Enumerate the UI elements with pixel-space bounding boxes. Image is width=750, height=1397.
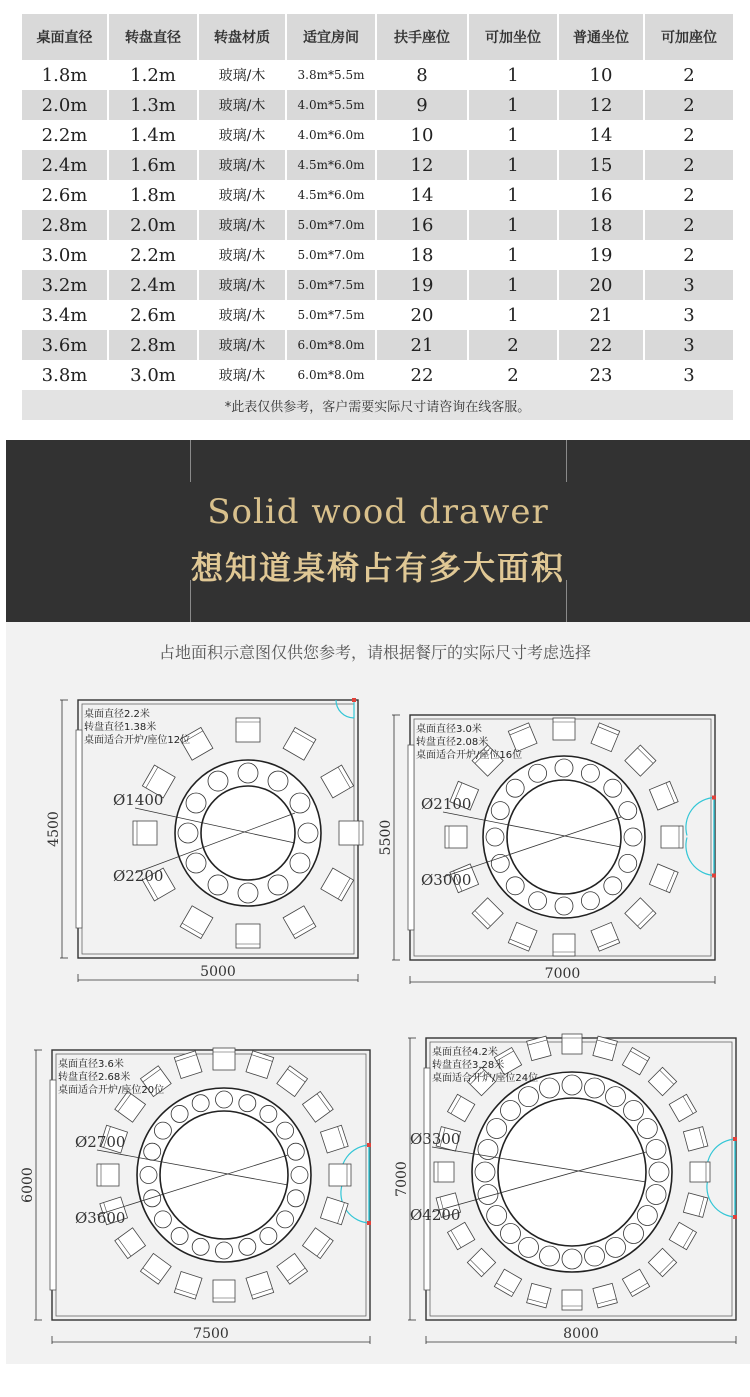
place-setting-icon bbox=[290, 853, 310, 873]
header-cell: 桌面直径 bbox=[22, 14, 108, 60]
floor-plan bbox=[26, 690, 371, 1000]
table-cell: 5.0m*7.0m bbox=[286, 240, 376, 270]
place-setting-icon bbox=[624, 1100, 644, 1120]
window-icon bbox=[408, 745, 414, 930]
banner-title-en: Solid wood drawer bbox=[207, 492, 549, 532]
table-cell: 2.6m bbox=[22, 180, 108, 210]
chair-icon bbox=[593, 1036, 617, 1060]
place-setting-icon bbox=[487, 1206, 507, 1226]
place-setting-icon bbox=[260, 1105, 277, 1122]
place-setting-icon bbox=[585, 1078, 605, 1098]
chair-icon bbox=[277, 1253, 308, 1284]
plan-info-line: 桌面直径3.6米 bbox=[58, 1059, 124, 1070]
place-setting-icon bbox=[277, 1211, 294, 1228]
table-cell: 3.8m bbox=[22, 360, 108, 390]
table-cell: 3 bbox=[644, 270, 734, 300]
table-cell: 1 bbox=[468, 240, 558, 270]
table-cell: 21 bbox=[376, 330, 468, 360]
place-setting-icon bbox=[186, 853, 206, 873]
place-setting-icon bbox=[238, 763, 258, 783]
table-cell: 2.8m bbox=[22, 210, 108, 240]
place-setting-icon bbox=[291, 1167, 308, 1184]
chair-icon bbox=[494, 1269, 521, 1296]
table-cell: 3.8m*5.5m bbox=[286, 60, 376, 90]
table-cell: 2.4m bbox=[22, 150, 108, 180]
place-setting-icon bbox=[140, 1167, 157, 1184]
inner-diameter-label: Ø3300 bbox=[410, 1130, 461, 1148]
chair-icon bbox=[236, 718, 260, 742]
place-setting-icon bbox=[298, 823, 318, 843]
chair-icon bbox=[339, 821, 363, 845]
table-cell: 16 bbox=[376, 210, 468, 240]
place-setting-icon bbox=[475, 1162, 495, 1182]
floor-plan bbox=[396, 1030, 746, 1340]
table-cell: 6.0m*8.0m bbox=[286, 330, 376, 360]
banner-divider bbox=[190, 440, 191, 482]
chair-icon bbox=[669, 1094, 696, 1121]
table-row bbox=[22, 240, 734, 270]
table-cell: 18 bbox=[376, 240, 468, 270]
place-setting-icon bbox=[604, 779, 622, 797]
width-dimension-label: 8000 bbox=[563, 1326, 599, 1342]
table-cell: 1 bbox=[468, 210, 558, 240]
table-cell: 2.2m bbox=[108, 240, 198, 270]
place-setting-icon bbox=[619, 854, 637, 872]
chair-icon bbox=[661, 826, 683, 848]
place-setting-icon bbox=[491, 854, 509, 872]
turntable-circle bbox=[498, 1098, 646, 1246]
chair-icon bbox=[302, 1091, 333, 1122]
place-setting-icon bbox=[268, 875, 288, 895]
table-cell: 3.6m bbox=[22, 330, 108, 360]
chair-icon bbox=[683, 1193, 707, 1217]
chair-icon bbox=[283, 906, 316, 939]
plan-info-line: 桌面直径3.0米 bbox=[416, 724, 482, 735]
table-cell: 1 bbox=[468, 180, 558, 210]
table-cell: 16 bbox=[558, 180, 644, 210]
table-cell: 10 bbox=[376, 120, 468, 150]
table-cell: 12 bbox=[558, 90, 644, 120]
header-cell: 可加坐位 bbox=[468, 14, 558, 60]
place-setting-icon bbox=[646, 1185, 666, 1205]
table-cell: 3.0m bbox=[22, 240, 108, 270]
plan-info-line: 转盘直径2.08米 bbox=[416, 737, 489, 748]
table-cell: 1 bbox=[468, 60, 558, 90]
place-setting-icon bbox=[604, 877, 622, 895]
place-setting-icon bbox=[239, 1238, 256, 1255]
place-setting-icon bbox=[555, 759, 573, 777]
place-setting-icon bbox=[239, 1095, 256, 1112]
table-cell: 玻璃/木 bbox=[198, 240, 286, 270]
outer-diameter-label: Ø3000 bbox=[421, 871, 472, 889]
place-setting-icon bbox=[287, 1143, 304, 1160]
table-cell: 4.5m*6.0m bbox=[286, 180, 376, 210]
table-cell: 4.0m*5.5m bbox=[286, 90, 376, 120]
place-setting-icon bbox=[500, 1100, 520, 1120]
place-setting-icon bbox=[260, 1228, 277, 1245]
place-setting-icon bbox=[186, 793, 206, 813]
chair-icon bbox=[97, 1164, 119, 1186]
chair-icon bbox=[690, 1162, 710, 1182]
place-setting-icon bbox=[277, 1122, 294, 1139]
plan-info-line: 桌面直径4.2米 bbox=[432, 1047, 498, 1058]
table-cell: 玻璃/木 bbox=[198, 90, 286, 120]
chair-icon bbox=[593, 1283, 617, 1307]
table-cell: 21 bbox=[558, 300, 644, 330]
table-cell: 1 bbox=[468, 300, 558, 330]
table-cell: 玻璃/木 bbox=[198, 330, 286, 360]
place-setting-icon bbox=[192, 1238, 209, 1255]
place-setting-icon bbox=[624, 1224, 644, 1244]
table-row bbox=[22, 90, 734, 120]
height-dimension-label: 7000 bbox=[394, 1161, 410, 1197]
width-dimension-label: 7500 bbox=[193, 1326, 229, 1342]
chair-icon bbox=[434, 1162, 454, 1182]
table-cell: 玻璃/木 bbox=[198, 150, 286, 180]
plan-info bbox=[416, 723, 522, 762]
window-icon bbox=[50, 1080, 56, 1290]
place-setting-icon bbox=[562, 1249, 582, 1269]
table-row bbox=[22, 60, 734, 90]
chair-icon bbox=[625, 745, 656, 776]
table-cell: 1.8m bbox=[108, 180, 198, 210]
place-setting-icon bbox=[555, 897, 573, 915]
banner-divider bbox=[566, 440, 567, 482]
width-dimension-label: 5000 bbox=[200, 964, 236, 980]
place-setting-icon bbox=[491, 802, 509, 820]
table-cell: 20 bbox=[558, 270, 644, 300]
place-setting-icon bbox=[268, 771, 288, 791]
chair-icon bbox=[683, 1127, 707, 1151]
table-cell: 12 bbox=[376, 150, 468, 180]
place-setting-icon bbox=[519, 1237, 539, 1257]
chair-icon bbox=[467, 1248, 495, 1276]
table-cell: 3 bbox=[644, 330, 734, 360]
table-cell: 1.6m bbox=[108, 150, 198, 180]
table-cell: 2.8m bbox=[108, 330, 198, 360]
floor-plan bbox=[380, 705, 730, 995]
chair-icon bbox=[180, 906, 213, 939]
chair-icon bbox=[174, 1051, 202, 1079]
place-setting-icon bbox=[192, 1095, 209, 1112]
door-icon bbox=[686, 796, 716, 878]
width-dimension-label: 7000 bbox=[544, 966, 581, 982]
plan-info bbox=[58, 1058, 164, 1097]
place-setting-icon bbox=[539, 1078, 559, 1098]
table-cell: 14 bbox=[558, 120, 644, 150]
table-cell: 3 bbox=[644, 360, 734, 390]
chair-icon bbox=[133, 821, 157, 845]
place-setting-icon bbox=[178, 823, 198, 843]
chair-icon bbox=[302, 1228, 333, 1259]
inner-diameter-label: Ø2100 bbox=[421, 795, 472, 813]
table-cell: 2 bbox=[468, 330, 558, 360]
table-row bbox=[22, 270, 734, 300]
header-cell: 转盘直径 bbox=[108, 14, 198, 60]
inner-diameter-label: Ø1400 bbox=[113, 791, 164, 809]
place-setting-icon bbox=[500, 1224, 520, 1244]
table-cell: 10 bbox=[558, 60, 644, 90]
height-dimension-label: 6000 bbox=[20, 1167, 36, 1203]
place-setting-icon bbox=[290, 793, 310, 813]
table-cell: 2.4m bbox=[108, 270, 198, 300]
chair-icon bbox=[648, 1067, 676, 1095]
outer-diameter-label: Ø2200 bbox=[113, 867, 164, 885]
plans-note: 占地面积示意图仅供您参考，请根据餐厅的实际尺寸考虑选择 bbox=[158, 643, 591, 662]
plan-info-line: 桌面适合开炉/座位24位 bbox=[432, 1073, 539, 1084]
table-cell: 5.0m*7.5m bbox=[286, 300, 376, 330]
plan-info bbox=[84, 708, 190, 747]
place-setting-icon bbox=[539, 1246, 559, 1266]
chair-icon bbox=[320, 1197, 348, 1225]
place-setting-icon bbox=[506, 779, 524, 797]
place-setting-icon bbox=[238, 883, 258, 903]
chair-icon bbox=[174, 1271, 202, 1299]
chair-icon bbox=[329, 1164, 351, 1186]
place-setting-icon bbox=[585, 1246, 605, 1266]
place-setting-icon bbox=[606, 1237, 626, 1257]
chair-icon bbox=[622, 1269, 649, 1296]
table-cell: 19 bbox=[376, 270, 468, 300]
table-cell: 14 bbox=[376, 180, 468, 210]
plan-info-line: 转盘直径3.28米 bbox=[432, 1060, 505, 1071]
outer-diameter-label: Ø4200 bbox=[410, 1206, 461, 1224]
section-banner bbox=[6, 440, 750, 622]
chair-icon bbox=[321, 765, 354, 798]
table-cell: 1.3m bbox=[108, 90, 198, 120]
table-row bbox=[22, 210, 734, 240]
inner-diameter-label: Ø2700 bbox=[75, 1133, 126, 1151]
table-row bbox=[22, 330, 734, 360]
plan-info-line: 转盘直径1.38米 bbox=[84, 722, 157, 733]
table-cell: 2 bbox=[644, 150, 734, 180]
outer-diameter-label: Ø3600 bbox=[75, 1209, 126, 1227]
table-cell: 1.4m bbox=[108, 120, 198, 150]
table-row bbox=[22, 300, 734, 330]
chair-icon bbox=[447, 1094, 474, 1121]
table-cell: 15 bbox=[558, 150, 644, 180]
table-cell: 5.0m*7.5m bbox=[286, 270, 376, 300]
chair-icon bbox=[649, 864, 678, 893]
chair-icon bbox=[445, 826, 467, 848]
table-cell: 2.2m bbox=[22, 120, 108, 150]
table-cell: 2.0m bbox=[108, 210, 198, 240]
place-setting-icon bbox=[624, 828, 642, 846]
table-cell: 6.0m*8.0m bbox=[286, 360, 376, 390]
window-icon bbox=[424, 1068, 430, 1290]
table-cell: 玻璃/木 bbox=[198, 360, 286, 390]
table-cell: 2 bbox=[644, 210, 734, 240]
chair-icon bbox=[140, 1253, 171, 1284]
place-setting-icon bbox=[287, 1190, 304, 1207]
table-cell: 玻璃/木 bbox=[198, 60, 286, 90]
chair-icon bbox=[648, 1248, 676, 1276]
table-cell: 玻璃/木 bbox=[198, 210, 286, 240]
chair-icon bbox=[246, 1051, 274, 1079]
table-footnote-row bbox=[22, 390, 734, 420]
place-setting-icon bbox=[506, 877, 524, 895]
table-cell: 5.0m*7.0m bbox=[286, 210, 376, 240]
chair-icon bbox=[213, 1280, 235, 1302]
place-setting-icon bbox=[529, 764, 547, 782]
window-icon bbox=[76, 730, 82, 928]
chair-icon bbox=[447, 1222, 474, 1249]
table-cell: 19 bbox=[558, 240, 644, 270]
chair-icon bbox=[591, 723, 620, 752]
floor-plan-drawing bbox=[26, 690, 371, 1000]
place-setting-icon bbox=[646, 1139, 666, 1159]
table-header-row bbox=[22, 14, 734, 60]
place-setting-icon bbox=[529, 892, 547, 910]
place-setting-icon bbox=[154, 1122, 171, 1139]
chair-icon bbox=[321, 868, 354, 901]
table-cell: 1 bbox=[468, 270, 558, 300]
table-cell: 1 bbox=[468, 120, 558, 150]
floor-plan bbox=[20, 1040, 380, 1340]
place-setting-icon bbox=[581, 892, 599, 910]
place-setting-icon bbox=[208, 875, 228, 895]
place-setting-icon bbox=[637, 1119, 657, 1139]
plan-info-line: 桌面适合开炉/座位20位 bbox=[58, 1085, 165, 1096]
header-cell: 可加座位 bbox=[644, 14, 734, 60]
chair-icon bbox=[277, 1066, 308, 1097]
plan-info-line: 桌面直径2.2米 bbox=[84, 709, 150, 720]
table-cell: 玻璃/木 bbox=[198, 300, 286, 330]
door-icon bbox=[707, 1137, 737, 1219]
chair-icon bbox=[591, 922, 620, 951]
table-cell: 玻璃/木 bbox=[198, 120, 286, 150]
table-cell: 9 bbox=[376, 90, 468, 120]
table-cell: 18 bbox=[558, 210, 644, 240]
table-cell: 22 bbox=[376, 360, 468, 390]
table-cell: 8 bbox=[376, 60, 468, 90]
table-cell: 3.2m bbox=[22, 270, 108, 300]
chair-icon bbox=[283, 727, 316, 760]
spec-table bbox=[22, 14, 735, 420]
chair-icon bbox=[553, 934, 575, 956]
chair-icon bbox=[236, 924, 260, 948]
place-setting-icon bbox=[144, 1143, 161, 1160]
place-setting-icon bbox=[619, 802, 637, 820]
table-body bbox=[22, 60, 734, 390]
table-row bbox=[22, 360, 734, 390]
place-setting-icon bbox=[487, 1119, 507, 1139]
banner-title-cn: 想知道桌椅占有多大面积 bbox=[190, 549, 565, 587]
table-cell: 2.6m bbox=[108, 300, 198, 330]
chair-icon bbox=[213, 1048, 235, 1070]
table-cell: 2 bbox=[644, 240, 734, 270]
place-setting-icon bbox=[606, 1087, 626, 1107]
table-row bbox=[22, 150, 734, 180]
table-cell: 玻璃/木 bbox=[198, 270, 286, 300]
place-setting-icon bbox=[154, 1211, 171, 1228]
chair-icon bbox=[649, 781, 678, 810]
table-cell: 4.0m*6.0m bbox=[286, 120, 376, 150]
table-cell: 23 bbox=[558, 360, 644, 390]
plan-info bbox=[432, 1046, 538, 1085]
header-cell: 适宜房间 bbox=[286, 14, 376, 60]
table-cell: 3 bbox=[644, 300, 734, 330]
table-cell: 玻璃/木 bbox=[198, 180, 286, 210]
place-setting-icon bbox=[216, 1091, 233, 1108]
table-cell: 2.0m bbox=[22, 90, 108, 120]
place-setting-icon bbox=[216, 1242, 233, 1259]
table-cell: 3.0m bbox=[108, 360, 198, 390]
table-cell: 20 bbox=[376, 300, 468, 330]
table-cell: 3.4m bbox=[22, 300, 108, 330]
place-setting-icon bbox=[486, 828, 504, 846]
table-cell: 1.2m bbox=[108, 60, 198, 90]
chair-icon bbox=[527, 1283, 551, 1307]
header-cell: 普通坐位 bbox=[558, 14, 644, 60]
place-setting-icon bbox=[144, 1190, 161, 1207]
place-setting-icon bbox=[649, 1162, 669, 1182]
chair-icon bbox=[562, 1034, 582, 1054]
table-cell: 1.8m bbox=[22, 60, 108, 90]
table-cell: 2 bbox=[644, 120, 734, 150]
chair-icon bbox=[625, 898, 656, 929]
plan-info-line: 桌面适合开炉/座位12位 bbox=[84, 735, 191, 746]
place-setting-icon bbox=[562, 1075, 582, 1095]
plan-info-line: 转盘直径2.68米 bbox=[58, 1072, 131, 1083]
table-cell: 1 bbox=[468, 150, 558, 180]
place-setting-icon bbox=[637, 1206, 657, 1226]
place-setting-icon bbox=[581, 764, 599, 782]
table-cell: 22 bbox=[558, 330, 644, 360]
table-row bbox=[22, 180, 734, 210]
place-setting-icon bbox=[171, 1228, 188, 1245]
table-cell: 2 bbox=[644, 60, 734, 90]
chair-icon bbox=[562, 1290, 582, 1310]
place-setting-icon bbox=[208, 771, 228, 791]
plan-info-line: 桌面适合开炉/座位16位 bbox=[416, 750, 523, 761]
height-dimension-label: 5500 bbox=[378, 819, 394, 856]
header-cell: 转盘材质 bbox=[198, 14, 286, 60]
table-footnote: *此表仅供参考，客户需要实际尺寸请咨询在线客服。 bbox=[22, 390, 734, 420]
table-cell: 1 bbox=[468, 90, 558, 120]
chair-icon bbox=[669, 1222, 696, 1249]
table-cell: 2 bbox=[644, 180, 734, 210]
place-setting-icon bbox=[171, 1105, 188, 1122]
chair-icon bbox=[115, 1228, 146, 1259]
header-cell: 扶手座位 bbox=[376, 14, 468, 60]
place-setting-icon bbox=[519, 1087, 539, 1107]
table-cell: 4.5m*6.0m bbox=[286, 150, 376, 180]
height-dimension-label: 4500 bbox=[46, 811, 62, 847]
chair-icon bbox=[508, 922, 537, 951]
table-row bbox=[22, 120, 734, 150]
chair-icon bbox=[472, 898, 503, 929]
chair-icon bbox=[246, 1271, 274, 1299]
chair-icon bbox=[553, 718, 575, 740]
table-cell: 2 bbox=[644, 90, 734, 120]
door-icon bbox=[336, 698, 356, 718]
chair-icon bbox=[622, 1047, 649, 1074]
turntable-circle bbox=[507, 780, 621, 894]
table-cell: 2 bbox=[468, 360, 558, 390]
chair-icon bbox=[320, 1125, 348, 1153]
